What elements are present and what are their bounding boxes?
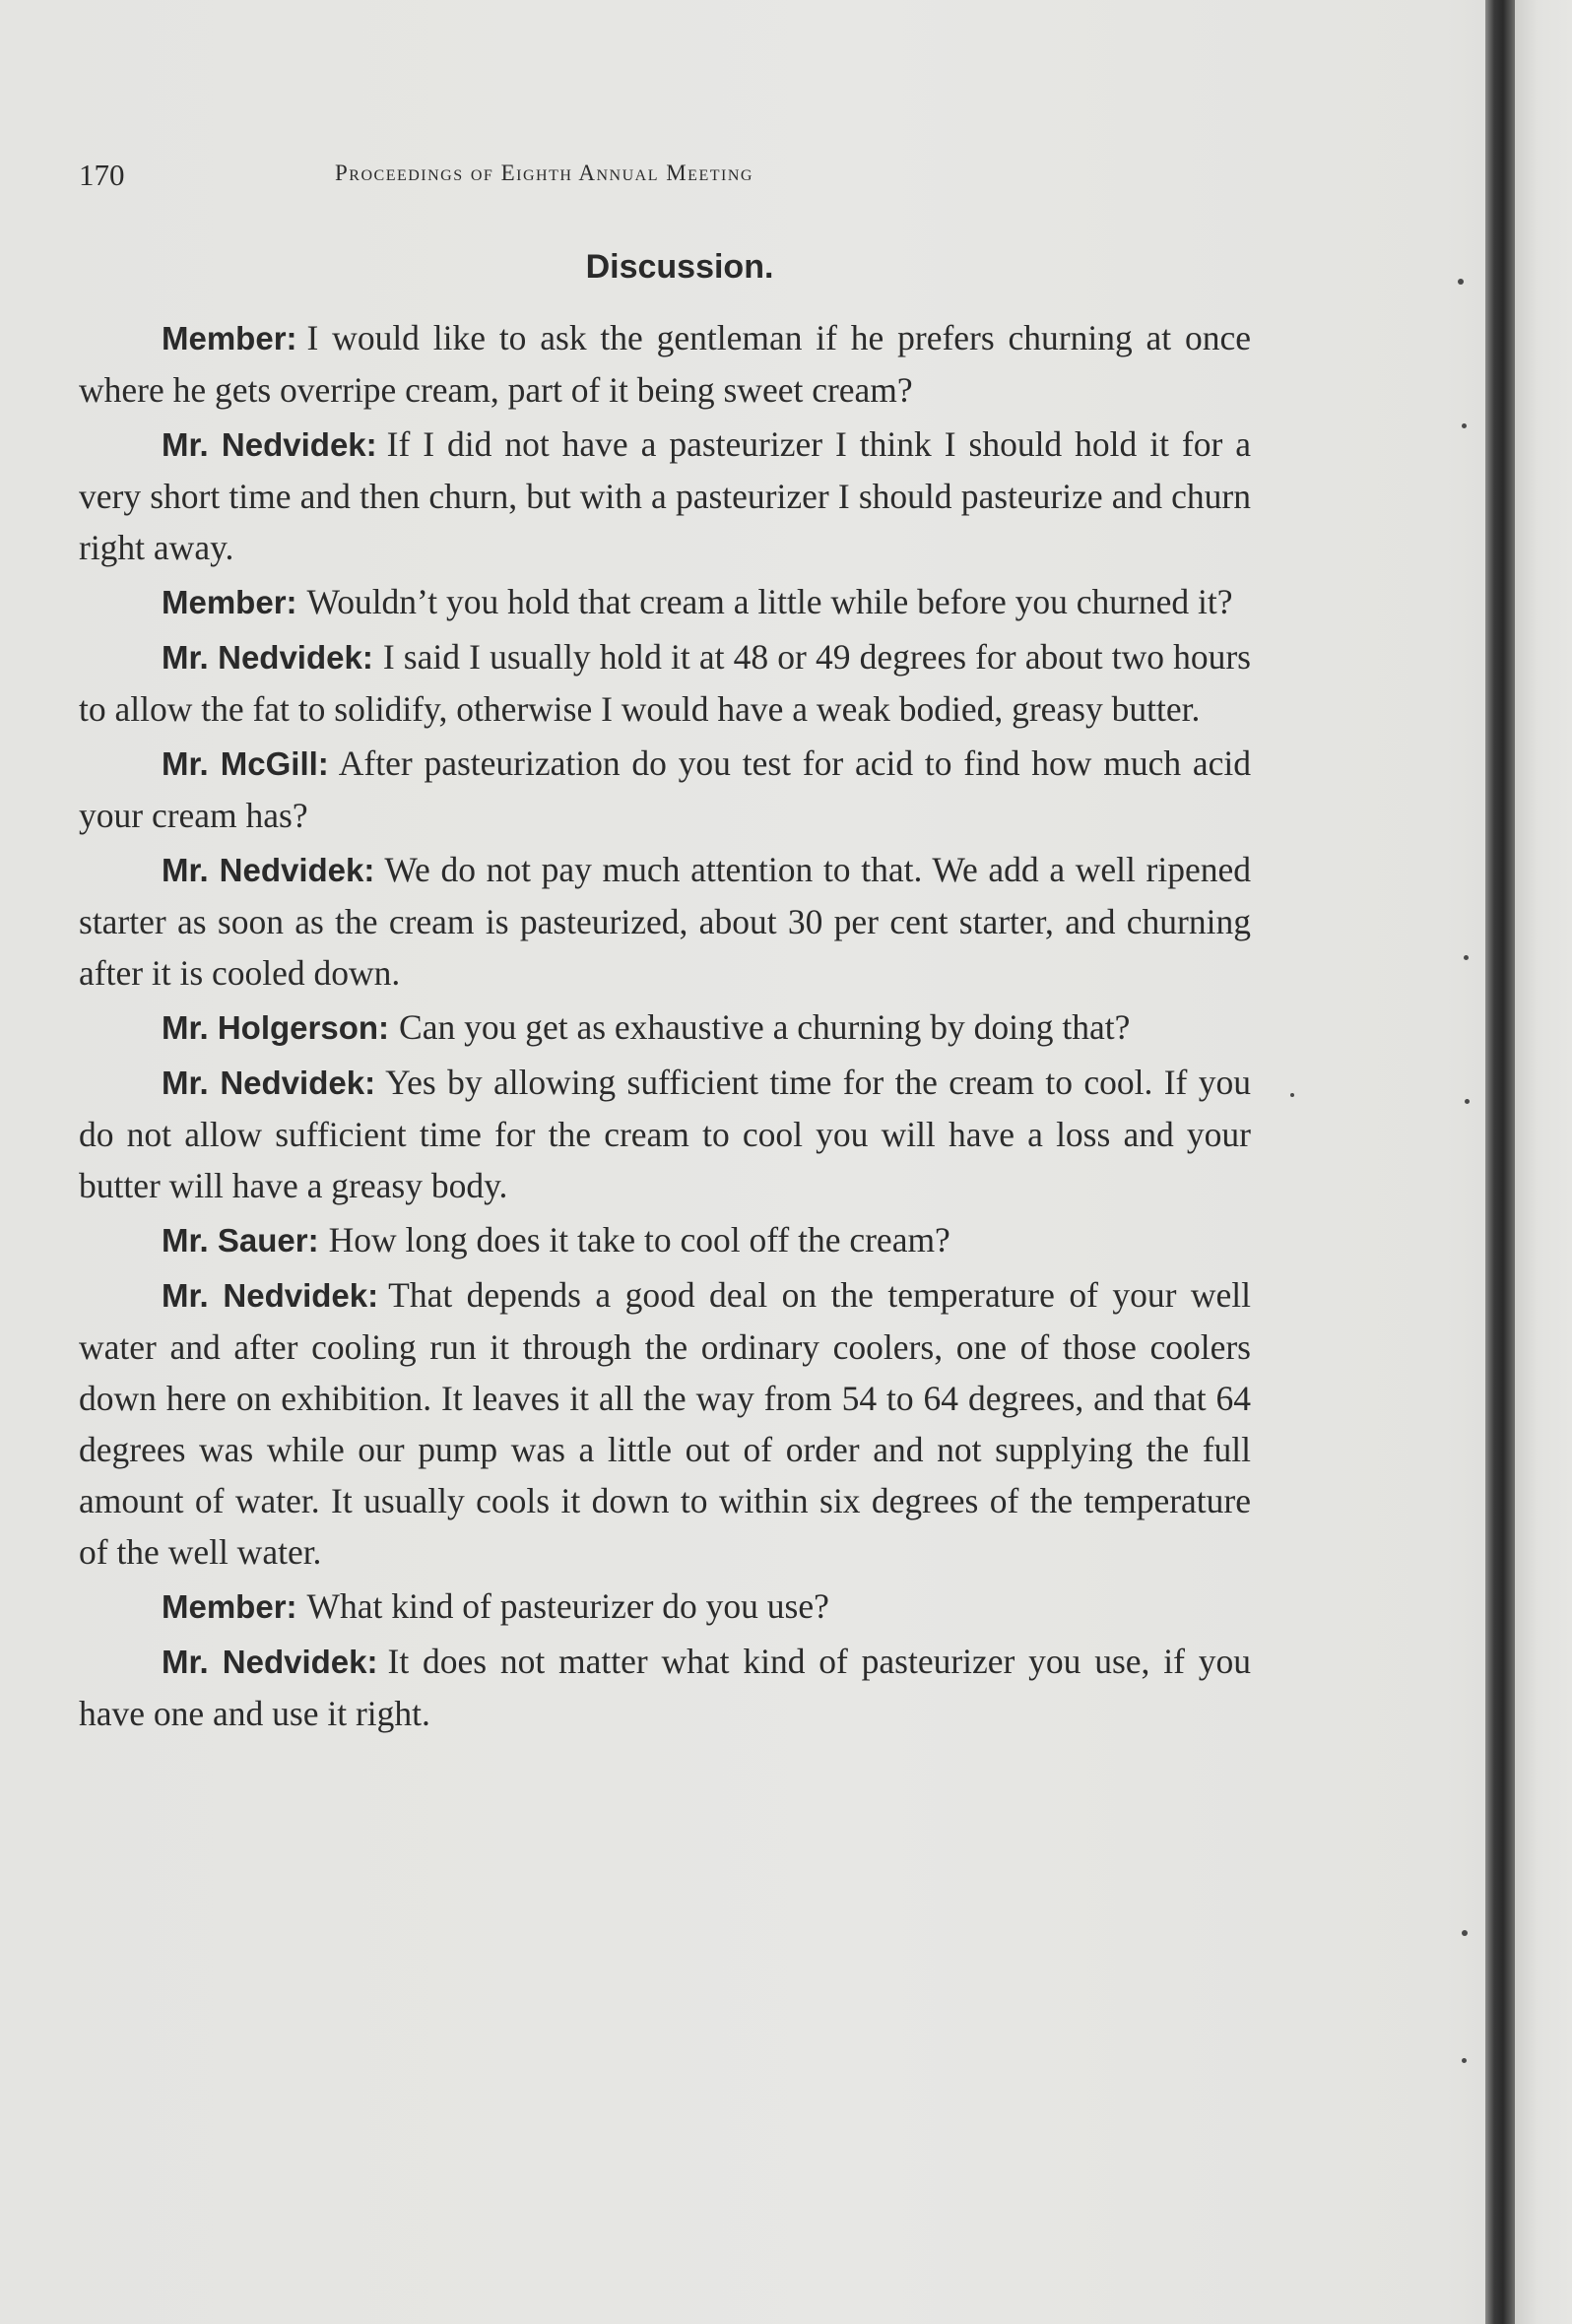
speaker-name: Mr. Sauer: — [162, 1222, 319, 1259]
speaker-name: Mr. Nedvidek: — [162, 1277, 379, 1314]
facing-page-edge — [1515, 0, 1572, 2324]
discussion-paragraph — [79, 1581, 1251, 1633]
speech-text: What kind of pasteurizer do you use? — [306, 1586, 829, 1626]
discussion-paragraph — [79, 576, 1251, 628]
speech-text: Wouldn’t you hold that cream a little while before you churned it? — [306, 582, 1233, 621]
speech-text: If I did not have a pasteurizer I think I should hold it for a very short time and then churn, but with a pasteurizer I should pasteurize and churn right away. — [79, 424, 1251, 567]
discussion-paragraph — [79, 1269, 1251, 1578]
speck-mark — [1462, 1930, 1468, 1936]
section-title: Discussion. — [585, 248, 774, 286]
speech-text: We do not pay much attention to that. We add a well ripened starter as soon as the cream is pasteurized, about 30 per cent starter, and churning after it is cooled down. — [79, 850, 1251, 993]
running-title: Proceedings of Eighth Annual Meeting — [335, 161, 753, 185]
speaker-name: Mr. Nedvidek: — [162, 426, 377, 463]
discussion-paragraph — [79, 1001, 1251, 1054]
discussion-paragraph — [79, 312, 1251, 416]
speck-mark — [1465, 1099, 1470, 1104]
speaker-name: Mr. Nedvidek: — [162, 1644, 378, 1680]
speaker-name: Member: — [162, 584, 297, 620]
speech-text: That depends a good deal on the temperature of your well water and after cooling run it through the ordinary coolers, one of those coolers down here on exhibition. It leaves it all the way from 54 to 64 degrees, and that 64 degrees was while our pump was a little out of order and not supplying the full amount of water. It usually cools it down to within six degrees of the temperature of the well water. — [79, 1275, 1251, 1572]
page-header — [79, 158, 1261, 197]
speck-mark — [1464, 955, 1469, 960]
page-body — [79, 236, 1251, 1742]
discussion-paragraph — [79, 419, 1251, 573]
discussion-paragraph — [79, 631, 1251, 735]
speaker-name: Member: — [162, 1588, 297, 1625]
speck-mark — [1290, 1093, 1294, 1097]
speaker-name: Mr. Nedvidek: — [162, 1065, 376, 1101]
discussion-paragraph — [79, 1214, 1251, 1266]
speck-mark — [1462, 2058, 1467, 2063]
speaker-name: Mr. McGill: — [162, 745, 329, 782]
speech-text: Can you get as exhaustive a churning by doing that? — [399, 1007, 1131, 1047]
book-spine-shadow — [1485, 0, 1515, 2324]
discussion-paragraph — [79, 1057, 1251, 1211]
discussion-paragraph — [79, 738, 1251, 841]
speech-text: It does not matter what kind of pasteurizer you use, if you have one and use it right. — [79, 1642, 1251, 1733]
speech-text: Yes by allowing sufficient time for the cream to cool. If you do not allow sufficient time for the cream to cool you will have a loss and your butter will have a greasy body. — [79, 1063, 1251, 1205]
speech-text: I would like to ask the gentleman if he prefers churning at once where he gets overripe cream, part of it being sweet cream? — [79, 318, 1251, 410]
speech-text: After pasteurization do you test for acid to find how much acid your cream has? — [79, 743, 1252, 835]
speaker-name: Member: — [162, 320, 297, 356]
discussion-paragraph — [79, 844, 1251, 999]
speck-mark — [1462, 423, 1467, 428]
speech-text: I said I usually hold it at 48 or 49 degrees for about two hours to allow the fat to solidify, otherwise I would have a weak bodied, greasy butter. — [79, 637, 1251, 729]
speech-text: How long does it take to cool off the cream? — [328, 1220, 950, 1259]
speaker-name: Mr. Nedvidek: — [162, 852, 375, 888]
speaker-name: Mr. Nedvidek: — [162, 639, 373, 676]
speaker-name: Mr. Holgerson: — [162, 1009, 390, 1046]
speck-mark — [1458, 279, 1464, 285]
discussion-paragraph — [79, 1636, 1251, 1739]
page-number: 170 — [79, 158, 125, 192]
